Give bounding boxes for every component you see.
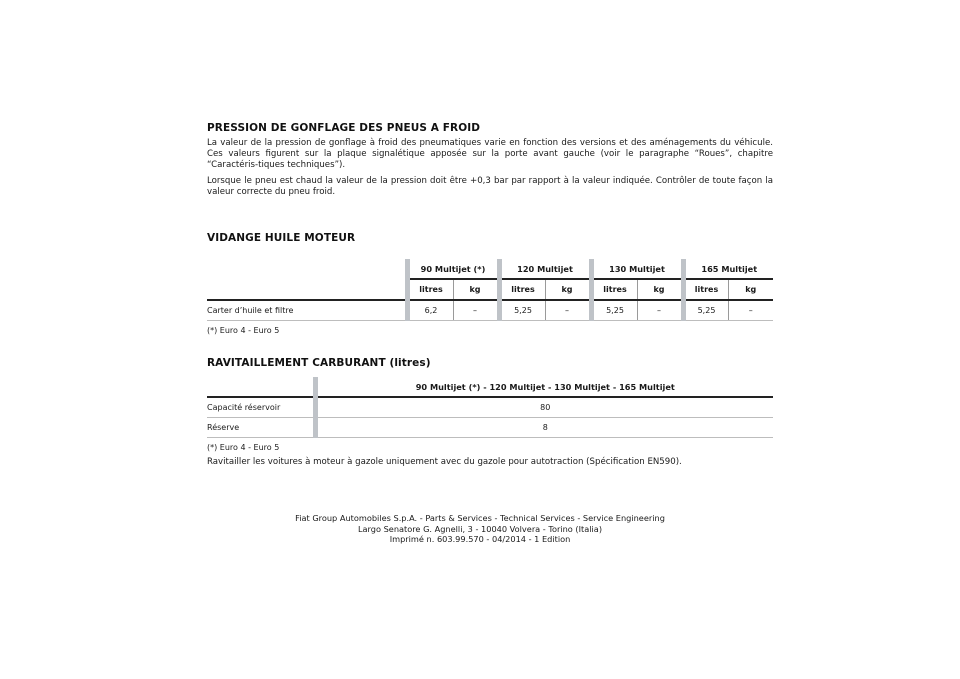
footer-line: Largo Senatore G. Agnelli, 3 - 10040 Volvera - Torino (Italia) (357, 523, 603, 534)
engine-oil-table (207, 259, 773, 321)
engine-header: 130 Multijet (591, 259, 683, 279)
engine-header: 165 Multijet (683, 259, 773, 279)
unit-header: litres (591, 279, 637, 300)
refuelling-section (207, 357, 773, 468)
cell-value: 6,2 (407, 300, 453, 321)
tyre-pressure-paragraph-2: Lorsque le pneu est chaud la valeur de la pression doit être +0,3 bar par rapport à la valeur indiquée. Contrôler de toute façon la valeur correcte du pneu froid. (207, 176, 773, 197)
unit-header: litres (683, 279, 728, 300)
table-row (207, 300, 773, 321)
cell-value: – (728, 300, 773, 321)
refuelling-paragraph: Ravitailler les voitures à moteur à gazole uniquement avec du gazole pour autotraction (Spécification EN590). (207, 457, 682, 467)
unit-header: kg (637, 279, 683, 300)
cell-value: – (545, 300, 591, 321)
cell-value: – (453, 300, 499, 321)
engine-oil-section (207, 232, 773, 335)
unit-header: litres (499, 279, 545, 300)
refuelling-footnote: (*) Euro 4 - Euro 5 (207, 443, 280, 452)
row-label: Carter d’huile et filtre (207, 300, 407, 321)
table-row (207, 397, 773, 418)
engine-oil-title: VIDANGE HUILE MOTEUR (207, 232, 356, 244)
cell-value: 80 (315, 397, 773, 418)
tyre-pressure-paragraph-1: La valeur de la pression de gonflage à froid des pneumatiques varie en fonction des versions et des aménagements du véhicule. Ces valeurs figurent sur la plaque signalétique apposée sur la porte avant gauche (voir le paragraphe “Roues”, chapitre “Caractéris-tiques techniques”). (207, 138, 773, 170)
unit-header: kg (545, 279, 591, 300)
table-row (207, 418, 773, 438)
engine-header: 90 Multijet (*) (407, 259, 499, 279)
footer-line: Fiat Group Automobiles S.p.A. - Parts & Services - Technical Services - Service Engineering (295, 513, 665, 523)
manual-page (207, 122, 773, 467)
row-label: Réserve (207, 418, 315, 438)
engine-header: 120 Multijet (499, 259, 591, 279)
cell-value: 5,25 (499, 300, 545, 321)
refuelling-title: RAVITAILLEMENT CARBURANT (litres) (207, 357, 431, 369)
cell-value: 8 (315, 418, 773, 438)
imprint-footer (0, 513, 960, 545)
footer-line: Imprimé n. 603.99.570 - 04/2014 - 1 Edition (389, 534, 571, 544)
cell-value: 5,25 (683, 300, 728, 321)
unit-header: kg (728, 279, 773, 300)
row-label: Capacité réservoir (207, 397, 315, 418)
tyre-pressure-section (207, 122, 773, 198)
refuelling-table (207, 377, 773, 438)
cell-value: – (637, 300, 683, 321)
cell-value: 5,25 (591, 300, 637, 321)
unit-header: kg (453, 279, 499, 300)
unit-header: litres (407, 279, 453, 300)
tyre-pressure-title: PRESSION DE GONFLAGE DES PNEUS A FROID (207, 122, 481, 134)
engine-oil-footnote: (*) Euro 4 - Euro 5 (207, 326, 280, 335)
fuel-engine-header: 90 Multijet (*) - 120 Multijet - 130 Multijet - 165 Multijet (315, 377, 773, 397)
